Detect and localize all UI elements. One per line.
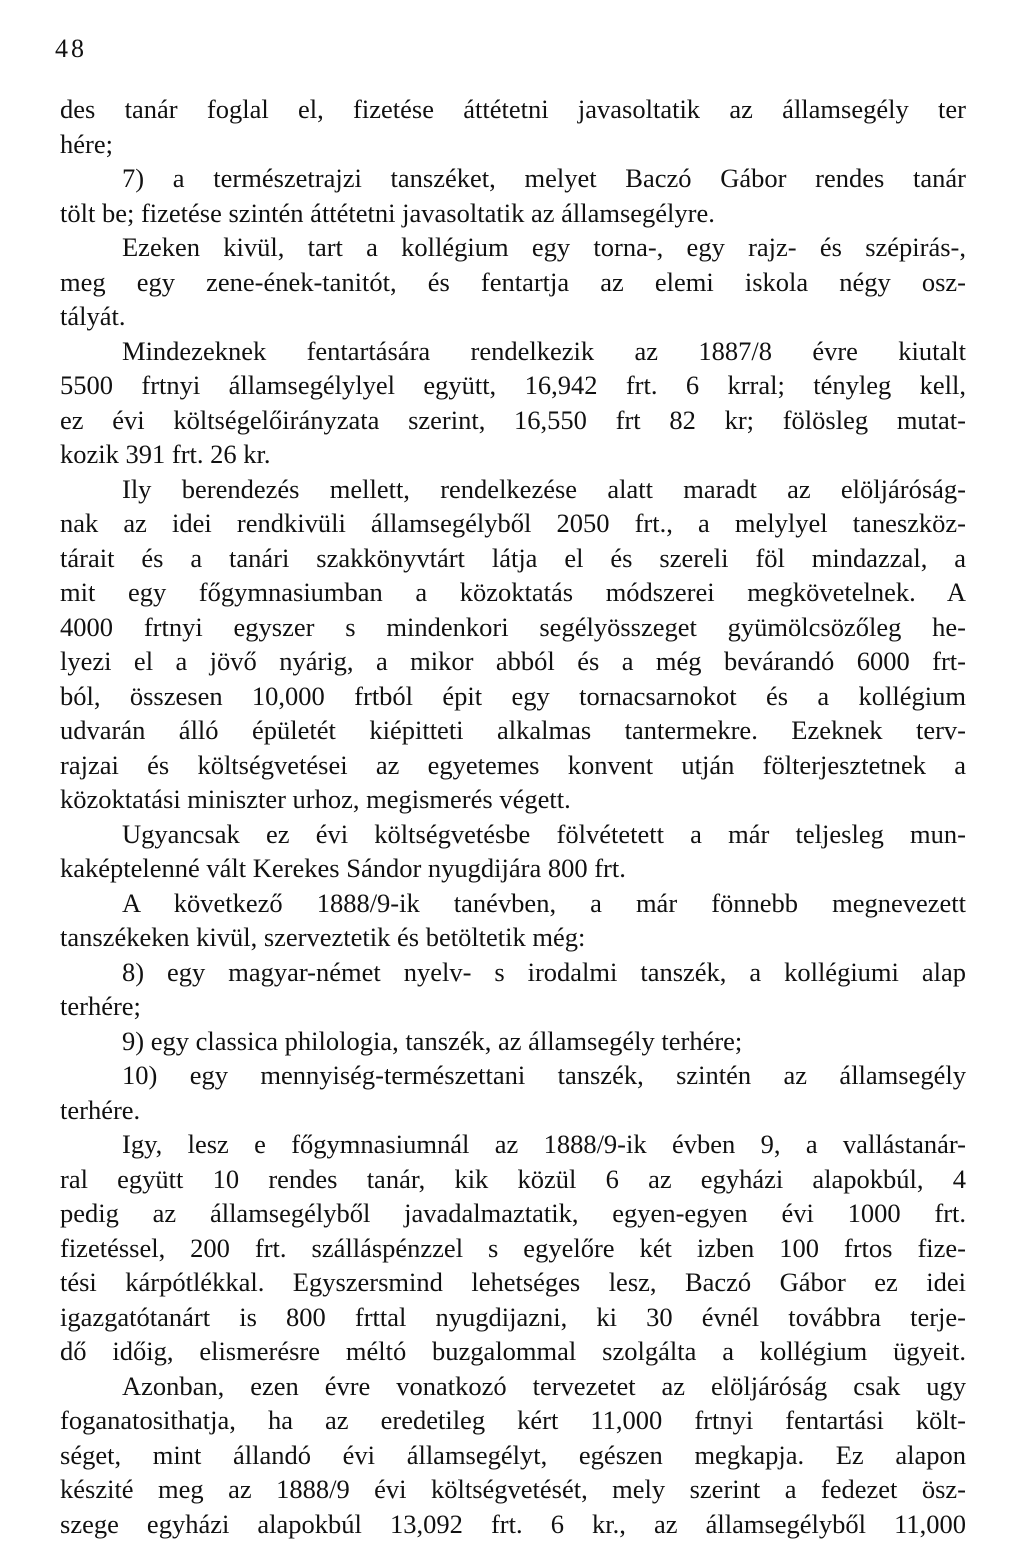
page-number: 48	[55, 34, 87, 63]
text-line: fizetéssel, 200 frt. szálláspénzzel s egyelőre két izben 100 frtos fize-	[60, 1232, 966, 1263]
text-line: dő időig, elismerésre méltó buzgalommal szolgálta a kollégium ügyeit.	[60, 1336, 966, 1366]
text-line: terhére.	[60, 1094, 141, 1125]
text-line: Ezeken kivül, tart a kollégium egy torna-, egy rajz- és szépirás-,	[122, 232, 966, 262]
text-line: Ugyancsak ez évi költségvetésbe fölvétetett a már teljesleg mun-	[122, 818, 966, 849]
text-line: 7) a természetrajzi tanszéket, melyet Baczó Gábor rendes tanár	[122, 163, 966, 193]
text-line: közoktatási miniszter urhoz, megismerés végett.	[60, 784, 571, 814]
text-line: ral együtt 10 rendes tanár, kik közül 6 az egyházi alapokbúl, 4	[60, 1163, 966, 1194]
text-line: Igy, lesz e főgymnasiumnál az 1888/9-ik évben 9, a vallástanár-	[122, 1129, 966, 1159]
text-line: pedig az államsegélyből javadalmaztatik, egyen-egyen évi 1000 frt.	[60, 1198, 966, 1228]
text-line: kaképtelenné vált Kerekes Sándor nyugdijára 800 frt.	[60, 853, 626, 883]
text-line: hére;	[60, 128, 113, 159]
text-line: des tanár foglal el, fizetése áttétetni javasoltatik az államsegély ter	[60, 94, 966, 124]
text-line: szege egyházi alapokbúl 13,092 frt. 6 kr., az államsegélyből 11,000	[60, 1508, 966, 1539]
text-line: udvarán álló épületét kiépitteti alkalmas tantermekre. Ezeknek terv-	[60, 715, 966, 745]
text-line: A következő 1888/9-ik tanévben, a már fönnebb megnevezett	[122, 887, 966, 918]
text-line: lyezi el a jövő nyárig, a mikor abból és a még bevárandó 6000 frt-	[60, 646, 966, 676]
text-line: séget, mint állandó évi államsegélyt, egészen megkapja. Ez alapon	[60, 1439, 966, 1470]
text-line: tési kárpótlékkal. Egyszersmind lehetséges lesz, Baczó Gábor ez idei	[60, 1267, 966, 1297]
text-line: ez évi költségelőirányzata szerint, 16,550 frt 82 kr; fölösleg mutat-	[60, 404, 966, 435]
text-line: 4000 frtnyi egyszer s mindenkori segélyösszeget gyümölcsözőleg he-	[60, 611, 966, 642]
text-line: 9) egy classica philologia, tanszék, az államsegély terhére;	[122, 1025, 743, 1056]
text-line: tölt be; fizetése szintén áttétetni javasoltatik az államsegélyre.	[60, 197, 715, 228]
text-line: tályát.	[60, 301, 126, 331]
text-line: ból, összesen 10,000 frtból épit egy tornacsarnokot és a kollégium	[60, 680, 966, 711]
text-line: Mindezeknek fentartására rendelkezik az 1887/8 évre kiutalt	[122, 335, 966, 366]
body-text	[60, 92, 966, 1541]
text-line: 10) egy mennyiség-természettani tanszék, szintén az államsegély	[122, 1060, 966, 1090]
text-line: 8) egy magyar-német nyelv- s irodalmi tanszék, a kollégiumi alap	[122, 956, 966, 987]
text-line: kozik 391 frt. 26 kr.	[60, 439, 271, 469]
text-line: rajzai és költségvetései az egyetemes konvent utján fölterjesztetnek a	[60, 749, 966, 780]
text-line: terhére;	[60, 991, 141, 1021]
text-line: meg egy zene-ének-tanitót, és fentartja az elemi iskola négy osz-	[60, 266, 966, 297]
text-line: tanszékeken kivül, szerveztetik és betöltetik még:	[60, 922, 586, 952]
text-line: nak az idei rendkivüli államsegélyből 2050 frt., a melylyel taneszköz-	[60, 508, 966, 538]
text-line: Azonban, ezen évre vonatkozó tervezetet az elöljáróság csak ugy	[122, 1370, 966, 1401]
text-line: igazgatótanárt is 800 frttal nyugdijazni, ki 30 évnél továbbra terje-	[60, 1301, 966, 1332]
text-line: 5500 frtnyi államsegélylyel együtt, 16,942 frt. 6 krral; tényleg kell,	[60, 370, 966, 400]
text-line: Ily berendezés mellett, rendelkezése alatt maradt az elöljáróság-	[122, 473, 966, 504]
text-line: mit egy főgymnasiumban a közoktatás módszerei megkövetelnek. A	[60, 577, 966, 607]
text-line: tárait és a tanári szakkönyvtárt látja el és szereli föl mindazzal, a	[60, 542, 966, 573]
text-line: készité meg az 1888/9 évi költségvetését, mely szerint a fedezet ösz-	[60, 1474, 966, 1504]
text-line: foganatosithatja, ha az eredetileg kért 11,000 frtnyi fentartási költ-	[60, 1405, 966, 1435]
